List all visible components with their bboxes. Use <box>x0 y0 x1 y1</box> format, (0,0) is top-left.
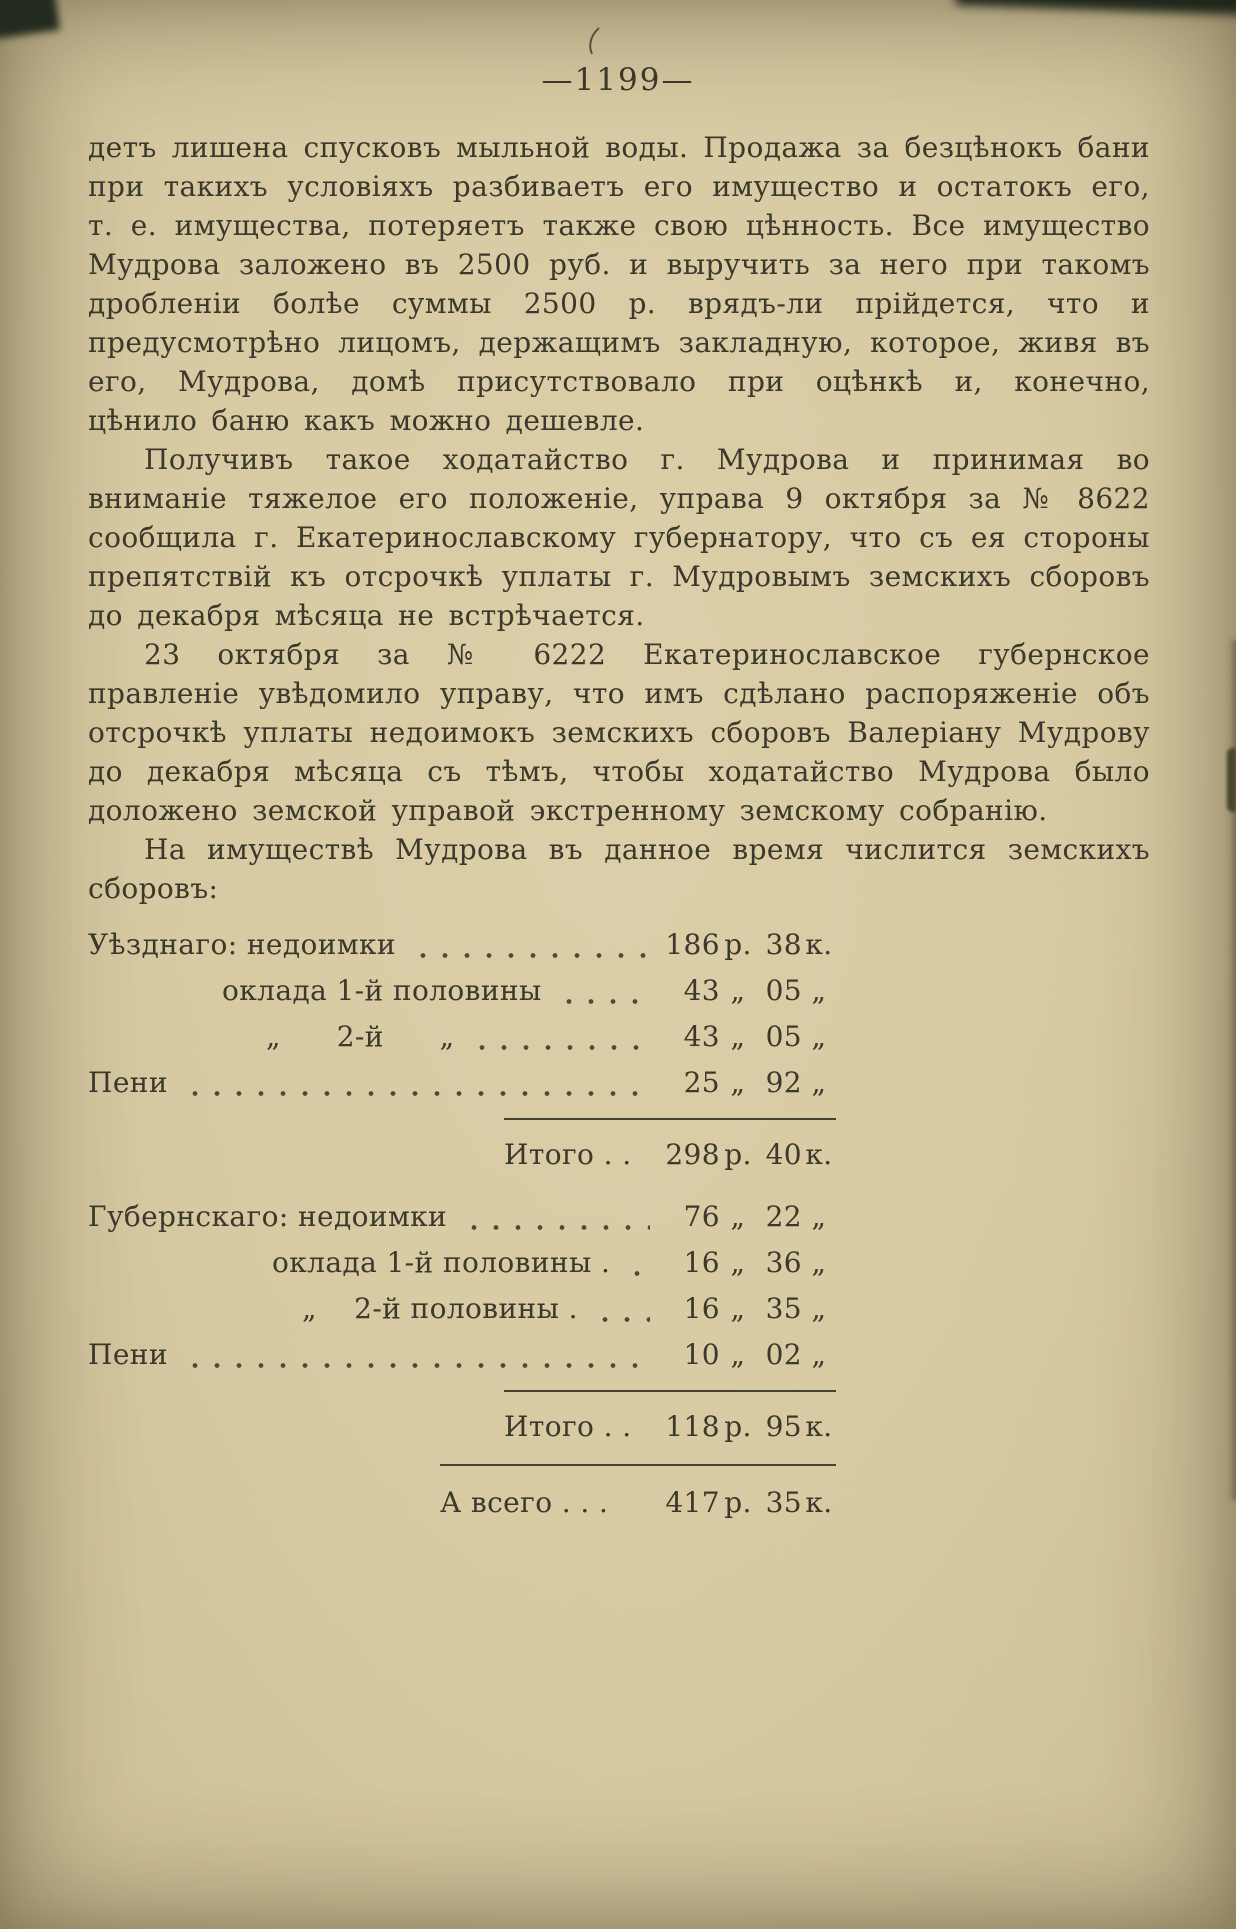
ledger-row-gub-oklad-1 <box>88 1240 836 1286</box>
kopecks-value: 05 <box>765 1020 802 1053</box>
dot-leader <box>594 1313 650 1323</box>
rubles-value: 16 <box>683 1246 720 1279</box>
kopecks-value: 95 <box>765 1410 802 1443</box>
uyezd-subtotal-rule <box>504 1118 836 1178</box>
kopecks-value: 92 <box>765 1066 802 1099</box>
rubles-value: 76 <box>683 1200 720 1233</box>
body-paragraph: детъ лишена спусковъ мыльной воды. Продажа за безцѣнокъ бани при такихъ условіяхъ разбиваетъ его имущество и остатокъ его, т. е. имущества, потеряетъ также свою цѣнность. Все имущество Мудрова заложено въ 2500 руб. и выручить за него при такомъ дробленіи болѣе суммы 2500 р. врядъ-ли прійдется, что и предусмотрѣно лицомъ, держащимъ закладную, которое, живя въ его, Мудрова, домѣ присутствовало при оцѣнкѣ и, конечно, цѣнило баню какъ можно дешевле. <box>88 131 1150 437</box>
rubles-unit: р. <box>724 1138 752 1171</box>
kopecks-unit: к. <box>805 928 833 961</box>
total-label: Итого . . <box>504 1410 632 1443</box>
rubles-unit: „ <box>730 1066 746 1099</box>
ledger-row-label: оклада 1-й половины . <box>272 1246 611 1279</box>
dot-leader <box>463 1221 650 1231</box>
rubles-value: 25 <box>683 1066 720 1099</box>
ledger-amount <box>662 1286 836 1332</box>
rubles-value: 186 <box>665 928 720 961</box>
ledger-row-gub-itogo <box>504 1404 836 1450</box>
kopecks-unit: „ <box>811 1066 827 1099</box>
total-label: Итого . . <box>504 1138 632 1171</box>
kopecks-value: 35 <box>765 1486 802 1519</box>
rubles-unit: р. <box>724 1486 752 1519</box>
section-gap <box>88 1182 836 1194</box>
ledger-row-label: Пени <box>88 1066 168 1099</box>
rubles-unit: „ <box>730 1292 746 1325</box>
ink-blotch <box>1227 748 1236 812</box>
ledger-row-gub-peni <box>88 1332 836 1378</box>
kopecks-value: 35 <box>765 1292 802 1325</box>
ledger-row-gub-nedoimki <box>88 1194 836 1240</box>
kopecks-unit: „ <box>811 1246 827 1279</box>
ledger-amount <box>662 1014 836 1060</box>
ledger-row-label: Уѣзднаго: недоимки <box>88 928 396 961</box>
stray-pen-mark-icon <box>584 26 602 60</box>
ledger-amount <box>662 1132 836 1178</box>
kopecks-unit: к. <box>805 1410 833 1443</box>
ledger-amount <box>662 1404 836 1450</box>
kopecks-value: 22 <box>765 1200 802 1233</box>
ledger-row-uyezd-oklad-2 <box>88 1014 836 1060</box>
body-paragraph: На имуществѣ Мудрова въ данное время числится земскихъ сборовъ: <box>88 833 1150 905</box>
dot-leader <box>471 1041 650 1051</box>
rubles-unit: „ <box>730 1246 746 1279</box>
ledger-amount <box>662 1194 836 1240</box>
rubles-unit: „ <box>730 1020 746 1053</box>
ledger-row-label: „ 2-й половины . <box>302 1292 578 1325</box>
rubles-unit: „ <box>730 1338 746 1371</box>
ledger-row-gub-oklad-2 <box>88 1286 836 1332</box>
ledger-row-label: Пени <box>88 1338 168 1371</box>
arrears-ledger <box>88 922 836 1526</box>
page-number: —1199— <box>541 62 695 98</box>
rubles-value: 43 <box>683 1020 720 1053</box>
rubles-value: 298 <box>665 1138 720 1171</box>
kopecks-unit: „ <box>811 1020 827 1053</box>
ledger-amount <box>662 1332 836 1378</box>
ledger-amount <box>662 922 836 968</box>
dot-leader <box>626 1267 650 1277</box>
kopecks-unit: „ <box>811 1338 827 1371</box>
ledger-row-uyezd-oklad-1 <box>88 968 836 1014</box>
kopecks-unit: к. <box>805 1138 833 1171</box>
rubles-value: 43 <box>683 974 720 1007</box>
ledger-row-label: „ 2-й „ <box>266 1020 455 1053</box>
grand-total-rule <box>440 1464 836 1526</box>
kopecks-unit: к. <box>805 1486 833 1519</box>
dot-leader <box>412 949 650 959</box>
rubles-unit: р. <box>724 1410 752 1443</box>
body-paragraph: Получивъ такое ходатайство г. Мудрова и принимая во вниманіе тяжелое его положеніе, управа 9 октября за № 8622 сообщила г. Екатеринославскому губернатору, что съ ея стороны препятствій къ отсрочкѣ уплаты г. Мудровымъ земскихъ сборовъ до декабря мѣсяца не встрѣчается. <box>88 443 1150 632</box>
ledger-row-label: оклада 1-й половины <box>222 974 542 1007</box>
rubles-value: 417 <box>665 1486 720 1519</box>
ledger-amount <box>662 1060 836 1106</box>
gub-subtotal-rule <box>504 1390 836 1450</box>
rubles-unit: р. <box>724 928 752 961</box>
grand-total-label: А всего . . . <box>440 1486 609 1519</box>
dot-leader <box>184 1359 650 1369</box>
kopecks-value: 36 <box>765 1246 802 1279</box>
ledger-row-uyezd-itogo <box>504 1132 836 1178</box>
ledger-amount <box>662 968 836 1014</box>
kopecks-unit: „ <box>811 1292 827 1325</box>
kopecks-value: 05 <box>765 974 802 1007</box>
kopecks-unit: „ <box>811 1200 827 1233</box>
rubles-unit: „ <box>730 1200 746 1233</box>
kopecks-unit: „ <box>811 974 827 1007</box>
body-text <box>88 128 1150 908</box>
rubles-unit: „ <box>730 974 746 1007</box>
ledger-row-uyezd-peni <box>88 1060 836 1106</box>
rubles-value: 16 <box>683 1292 720 1325</box>
ledger-amount <box>662 1480 836 1526</box>
ledger-row-uyezd-nedoimki <box>88 922 836 968</box>
ledger-amount <box>662 1240 836 1286</box>
ledger-row-grand-total <box>440 1480 836 1526</box>
kopecks-value: 38 <box>765 928 802 961</box>
rubles-value: 10 <box>683 1338 720 1371</box>
body-paragraph: 23 октября за № 6222 Екатеринославское губернское правленіе увѣдомило управу, что имъ сдѣлано распоряженіе объ отсрочкѣ уплаты недоимокъ земскихъ сборовъ Валеріану Мудрову до декабря мѣсяца съ тѣмъ, чтобы ходатайство Мудрова было доложено земской управой экстренному земскому собранію. <box>88 638 1150 827</box>
kopecks-value: 40 <box>765 1138 802 1171</box>
dot-leader <box>558 995 650 1005</box>
kopecks-value: 02 <box>765 1338 802 1371</box>
rubles-value: 118 <box>665 1410 720 1443</box>
dot-leader <box>184 1087 650 1097</box>
ledger-row-label: Губернскаго: недоимки <box>88 1200 448 1233</box>
